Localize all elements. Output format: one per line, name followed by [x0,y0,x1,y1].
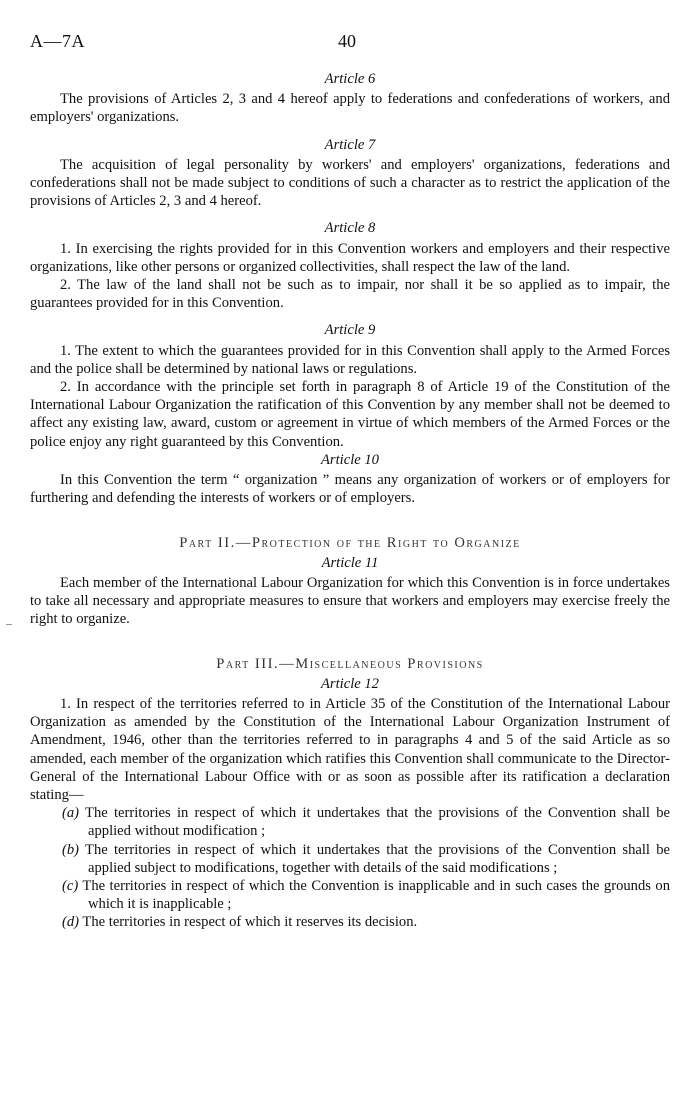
list-item-label: (d) [62,914,80,931]
article-paragraph: 1. The extent to which the guarantees provided for in this Convention shall apply to the Armed Forces and the police shall be determined by national laws or regulations. [30,342,670,377]
article-paragraph: 2. In accordance with the principle set forth in paragraph 8 of Article 19 of the Constitution of the International Labour Organization the ratification of this Convention by any member shall not be deemed to affect any existing law, award, custom or agreement in virtue of which members of the Armed Forces or the police enjoy any right guaranteed by this Convention. [30,379,670,450]
part-heading: Part III.—Miscellaneous Provisions [216,656,484,673]
list-item [30,877,670,913]
list-item-text: The territories in respect of which the Convention is inapplicable and in such cases the grounds on which it is inapplicable ; [82,877,670,913]
article-paragraph: Each member of the International Labour Organization for which this Convention is in force undertakes to take all necessary and appropriate measures to ensure that workers and employers may exercise freely the right to organize. [30,574,670,628]
list-item [30,913,670,931]
article-heading: Article 7 [324,136,376,153]
article-paragraph: 1. In respect of the territories referred to in Article 35 of the Constitution of the International Labour Organization as amended by the Constitution of the International Labour Organization Instrument of Amendment, 1946, other than the territories referred to in paragraphs 4 and 5 of the said Article as so amended, each member of the organization which ratifies this Convention shall communicate to the Director-General of the International Labour Office with or as soon as possible after its ratification a declaration stating— [30,695,670,803]
list-item [30,841,670,877]
list-item-label: (a) [62,805,80,822]
article-paragraph: 2. The law of the land shall not be such as to impair, nor shall it be so applied as to impair, the guarantees provided for in this Convention. [30,277,670,312]
article-paragraph: In this Convention the term “ organization ” means any organization of workers or of employers for furthering and defending the interests of workers or of employers. [30,472,670,507]
list-item-text: The territories in respect of which it undertakes that the provisions of the Convention shall be applied subject to modifications, together with details of the said modifications ; [85,841,670,876]
list-item-label: (c) [62,877,79,894]
article-heading: Article 8 [324,220,376,237]
list-item-text: The territories in respect of which it undertakes that the provisions of the Convention shall be applied without modification ; [85,805,670,840]
article-paragraph: 1. In exercising the rights provided for in this Convention workers and employers and their respective organizations, like other persons or organized collectivities, shall respect the law of the land. [30,240,670,275]
article-heading: Article 6 [324,71,376,87]
page-number: 40 [338,31,356,51]
article-paragraph: The acquisition of legal personality by workers' and employers' organizations, federations and confederations shall not be made subject to conditions of such a character as to restrict the application of the provisions of Articles 2, 3 and 4 hereof. [30,156,670,210]
list-item [30,804,670,840]
list-item-text: The territories in respect of which it reserves its decision. [82,914,418,931]
article-paragraph: The provisions of Articles 2, 3 and 4 hereof apply to federations and confederations of workers, and employers' organizations. [30,91,670,126]
article-heading: Article 11 [321,554,379,571]
list-item-label: (b) [62,841,80,858]
part-heading: Part II.—Protection of the Right to Organize [179,535,521,552]
article-heading: Article 9 [324,322,376,339]
article-heading: Article 12 [321,675,379,692]
document-reference: A—7A [30,31,85,51]
margin-mark [6,624,12,625]
document-body [30,70,670,932]
article-heading: Article 10 [321,451,379,468]
